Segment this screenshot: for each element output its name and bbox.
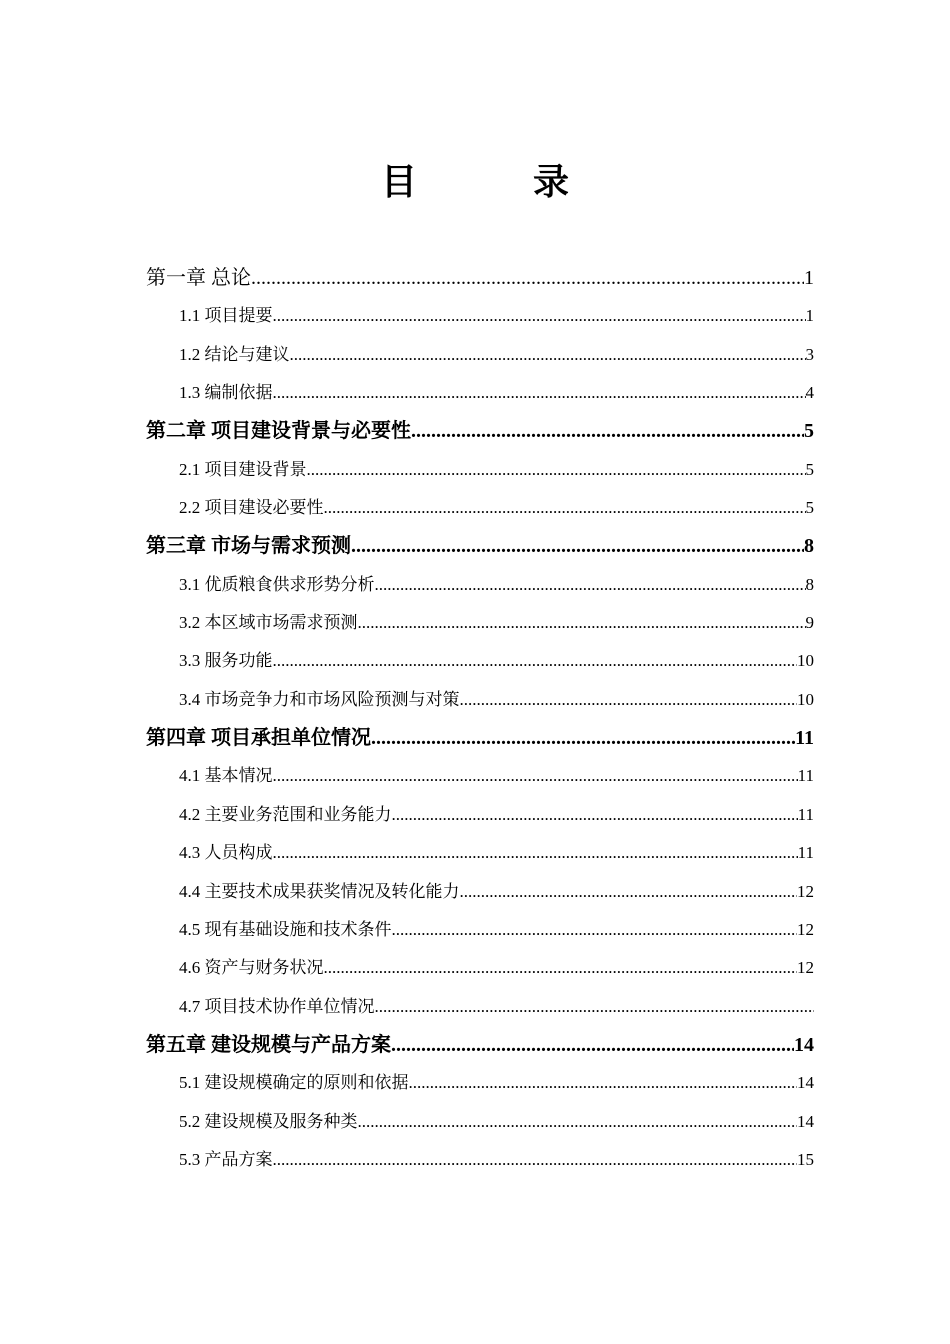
toc-section-entry[interactable]: [146, 374, 814, 412]
toc-dot-leader: [392, 796, 798, 834]
toc-entry-label: 4.4 主要技术成果获奖情况及转化能力: [179, 881, 460, 901]
toc-section-entry[interactable]: [146, 604, 814, 642]
toc-section-entry[interactable]: [146, 1064, 814, 1102]
toc-section-entry[interactable]: [146, 757, 814, 795]
toc-page-number: 1: [805, 306, 814, 326]
toc-dot-leader: [392, 911, 798, 949]
toc-dot-leader: [273, 1141, 798, 1179]
toc-page-number: 11: [797, 843, 814, 863]
toc-section-entry[interactable]: [146, 297, 814, 335]
toc-dot-leader: [460, 681, 798, 719]
toc-page-number: 4: [805, 383, 814, 403]
toc-entry-label: 第四章 项目承担单位情况: [146, 727, 371, 750]
toc-dot-leader: [375, 988, 815, 1026]
toc-entry-label: 第三章 市场与需求预测: [146, 535, 351, 558]
toc-page-number: 14: [797, 1073, 814, 1093]
toc-page-number: 5: [805, 498, 814, 518]
toc-dot-leader: [358, 1103, 798, 1141]
toc-section-entry[interactable]: [146, 796, 814, 834]
toc-entry-label: 2.1 项目建设背景: [179, 459, 307, 479]
toc-entry-label: 1.1 项目提要: [179, 306, 273, 326]
toc-entry-label: 5.3 产品方案: [179, 1149, 273, 1169]
toc-page-number: 8: [805, 574, 814, 594]
toc-section-entry[interactable]: [146, 949, 814, 987]
toc-dot-leader: [273, 297, 806, 335]
toc-page-number: 12: [797, 958, 814, 978]
toc-page-number: 8: [804, 535, 814, 558]
page-title: 目 录: [380, 162, 609, 202]
toc-dot-leader: [273, 834, 798, 872]
toc-entry-label: 5.2 建设规模及服务种类: [179, 1111, 358, 1131]
toc-section-entry[interactable]: [146, 988, 814, 1026]
toc-entry-label: 4.3 人员构成: [179, 843, 273, 863]
toc-page-number: 12: [797, 919, 814, 939]
toc-dot-leader: [460, 873, 798, 911]
toc-entry-label: 4.6 资产与财务状况: [179, 958, 324, 978]
toc-section-entry[interactable]: [146, 681, 814, 719]
toc-chapter-entry[interactable]: [146, 259, 814, 297]
toc-section-entry[interactable]: [146, 873, 814, 911]
toc-dot-leader: [391, 1026, 794, 1064]
toc-dot-leader: [371, 719, 795, 757]
toc-entry-label: 4.7 项目技术协作单位情况: [179, 996, 375, 1016]
toc-dot-leader: [351, 527, 804, 565]
toc-page-number: 3: [805, 344, 814, 364]
toc-entry-label: 3.1 优质粮食供求形势分析: [179, 574, 375, 594]
toc-page-number: 11: [797, 804, 814, 824]
toc-page-number: 5: [804, 420, 814, 443]
toc-section-entry[interactable]: [146, 834, 814, 872]
toc-page-number: 15: [797, 1149, 814, 1169]
toc-page-number: 1: [804, 267, 814, 289]
toc-entry-label: 4.2 主要业务范围和业务能力: [179, 804, 392, 824]
toc-page-number: 10: [797, 651, 814, 671]
toc-page-number: 11: [797, 766, 814, 786]
toc-section-entry[interactable]: [146, 911, 814, 949]
toc-page-number: 14: [797, 1111, 814, 1131]
toc-dot-leader: [290, 336, 806, 374]
toc-dot-leader: [307, 451, 806, 489]
toc-page-number: 14: [794, 1033, 814, 1056]
toc-dot-leader: [324, 949, 798, 987]
toc-entry-label: 4.1 基本情况: [179, 766, 273, 786]
toc-entry-label: 1.3 编制依据: [179, 383, 273, 403]
toc-dot-leader: [375, 566, 806, 604]
toc-dot-leader: [273, 642, 798, 680]
toc-chapter-entry[interactable]: [146, 527, 814, 565]
toc-page-number: 9: [805, 613, 814, 633]
toc-entry-label: 第五章 建设规模与产品方案: [146, 1033, 391, 1056]
toc-entry-label: 3.3 服务功能: [179, 651, 273, 671]
table-of-contents: [146, 259, 814, 1179]
toc-chapter-entry[interactable]: [146, 719, 814, 757]
toc-section-entry[interactable]: [146, 451, 814, 489]
toc-page-number: 5: [805, 459, 814, 479]
toc-entry-label: 2.2 项目建设必要性: [179, 498, 324, 518]
toc-dot-leader: [273, 374, 806, 412]
toc-chapter-entry[interactable]: [146, 1026, 814, 1064]
toc-dot-leader: [251, 259, 804, 297]
toc-section-entry[interactable]: [146, 336, 814, 374]
toc-entry-label: 3.4 市场竞争力和市场风险预测与对策: [179, 689, 460, 709]
toc-dot-leader: [411, 412, 804, 450]
toc-section-entry[interactable]: [146, 642, 814, 680]
toc-entry-label: 3.2 本区域市场需求预测: [179, 613, 358, 633]
toc-chapter-entry[interactable]: [146, 412, 814, 450]
toc-entry-label: 第一章 总论: [146, 267, 251, 289]
toc-entry-label: 4.5 现有基础设施和技术条件: [179, 919, 392, 939]
toc-page-number: 11: [795, 727, 814, 750]
toc-section-entry[interactable]: [146, 1141, 814, 1179]
toc-section-entry[interactable]: [146, 566, 814, 604]
toc-entry-label: 5.1 建设规模确定的原则和依据: [179, 1073, 409, 1093]
toc-dot-leader: [358, 604, 806, 642]
toc-dot-leader: [409, 1064, 798, 1102]
toc-section-entry[interactable]: [146, 1103, 814, 1141]
toc-dot-leader: [324, 489, 806, 527]
toc-page-number: 10: [797, 689, 814, 709]
toc-entry-label: 1.2 结论与建议: [179, 344, 290, 364]
toc-dot-leader: [273, 757, 798, 795]
toc-section-entry[interactable]: [146, 489, 814, 527]
toc-entry-label: 第二章 项目建设背景与必要性: [146, 420, 411, 443]
toc-page-number: 12: [797, 881, 814, 901]
